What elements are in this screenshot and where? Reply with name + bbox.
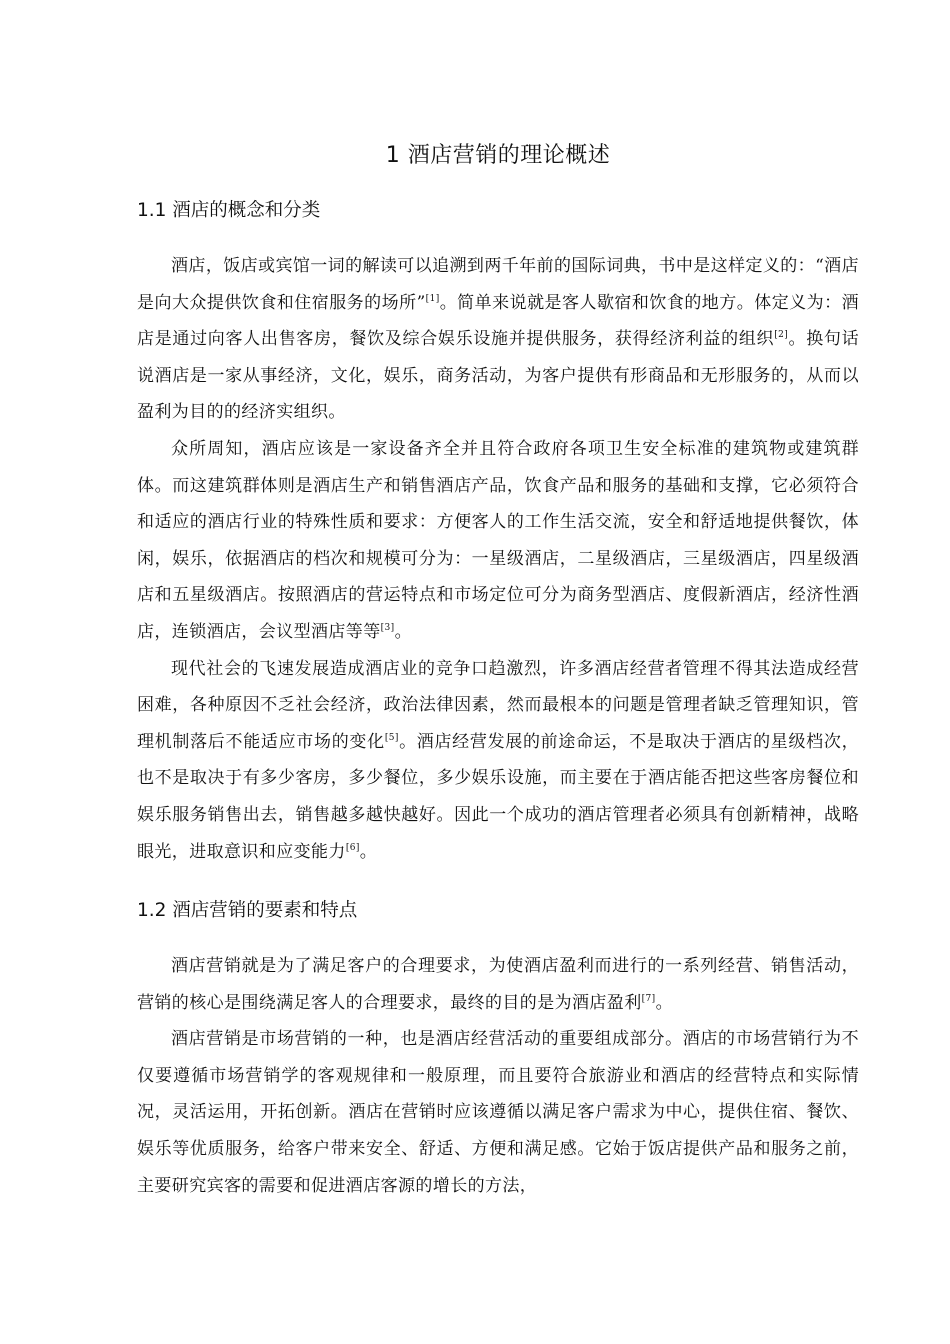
paragraph [137,948,859,1021]
paragraph [137,248,859,431]
paragraph-text: 。 [655,992,673,1013]
paragraph [137,431,859,651]
paragraph-text: 酒店营销是市场营销的一种，也是酒店经营活动的重要组成部分。酒店的市场营销行为不仅要遵循市场营销学的客观规律和一般原理，而且要符合旅游业和酒店的经营特点和实际情况，灵活运用，开拓创新。酒店在营销时应该遵循以满足客户需求为中心，提供住宿、餐饮、娱乐等优质服务，给客户带来安全、舒适、方便和满足感。它始于饭店提供产品和服务之前，主要研究宾客的需要和促进酒店客源的增长的方法， [137,1029,859,1196]
chapter-title: 1 酒店营销的理论概述 [385,143,611,168]
paragraph-text: 酒店营销就是为了满足客户的合理要求，为使酒店盈利而进行的一系列经营、销售活动，营销的核心是围绕满足客人的合理要求，最终的目的是为酒店盈利 [137,956,859,1013]
paragraph [137,1021,859,1204]
citation-ref: [2] [774,330,789,341]
section-heading-1-1: 1.1 酒店的概念和分类 [137,200,321,221]
paragraph-text: 。换句话说酒店是一家从事经济，文化，娱乐，商务活动，为客户提供有形商品和无形服务的，从而以盈利为目的的经济实组织。 [137,329,859,423]
paragraph-text: 。 [394,621,412,642]
citation-ref: [5] [384,732,399,743]
citation-ref: [7] [641,993,656,1004]
paragraph-text: 。简单来说就是客人歇宿和饮食的地方。体定义为：酒店是通过向客人出售客房，餐饮及综合娱乐设施并提供服务，获得经济利益的组织 [137,292,859,350]
paragraph-text: 众所周知，酒店应该是一家设备齐全并且符合政府各项卫生安全标准的建筑物或建筑群体。而这建筑群体则是酒店生产和销售酒店产品，饮食产品和服务的基础和支撑，它必须符合和适应的酒店行业的特殊性质和要求：方便客人的工作生活交流，安全和舒适地提供餐饮，体闲，娱乐，依据酒店的档次和规模可分为：一星级酒店，二星级酒店，三星级酒店，四星级酒店和五星级酒店。按照酒店的营运特点和市场定位可分为商务型酒店、度假新酒店，经济性酒店，连锁酒店，会议型酒店等等 [137,438,859,642]
citation-ref: [3] [380,622,395,633]
citation-ref: [1] [425,293,440,304]
paragraph-text: 酒店，饭店或宾馆一词的解读可以追溯到两千年前的国际词典，书中是这样定义的：“酒店是向大众提供饮食和住宿服务的场所” [137,256,859,313]
document-body [137,140,859,1204]
section-heading-1-2: 1.2 酒店营销的要素和特点 [137,900,358,922]
paragraph-text: 。酒店经营发展的前途命运，不是取决于酒店的星级档次，也不是取决于有多少客房，多少餐位，多少娱乐设施，而主要在于酒店能否把这些客房餐位和娱乐服务销售出去，销售越多越快越好。因此一个成功的酒店管理者必须具有创新精神，战略眼光，进取意识和应变能力 [137,731,859,862]
paragraph [137,651,859,871]
paragraph-text: 现代社会的飞速发展造成酒店业的竞争口趋激烈，许多酒店经营者管理不得其法造成经营困难，各种原因不乏社会经济，政治法律因素，然而最根本的问题是管理者缺乏管理知识，管理机制落后不能适应市场的变化 [137,658,859,752]
paragraph-text: 。 [359,841,378,862]
citation-ref: [6] [345,842,360,853]
